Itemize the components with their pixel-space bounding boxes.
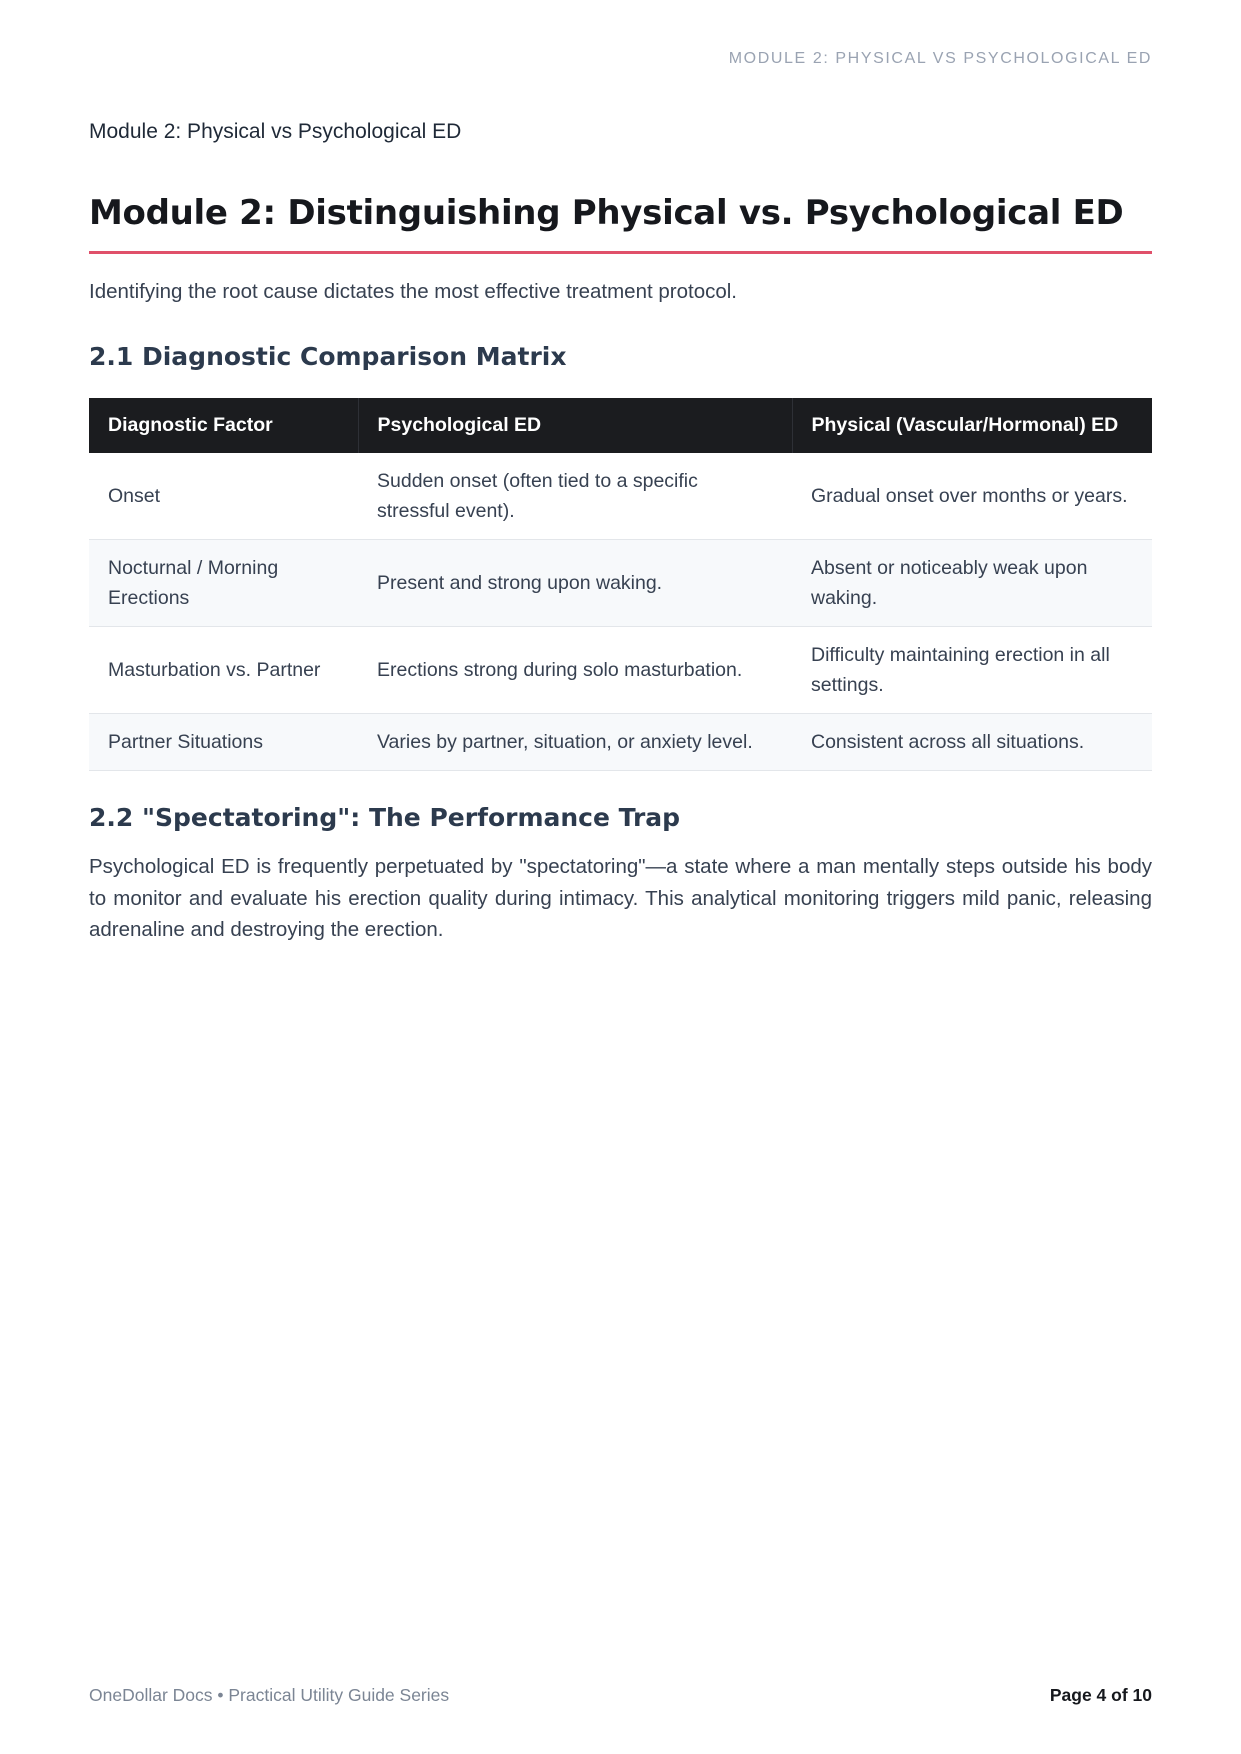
section-heading-2-1: 2.1 Diagnostic Comparison Matrix [89, 342, 567, 371]
section-heading-2-2: 2.2 "Spectatoring": The Performance Trap [89, 803, 681, 832]
page-title: Module 2: Distinguishing Physical vs. Psychological ED [89, 193, 1124, 233]
table-cell-physical: Difficulty maintaining erection in all settings. [792, 627, 1152, 714]
column-header-physical-ed: Physical (Vascular/Hormonal) ED [792, 398, 1152, 453]
table-cell-physical: Absent or noticeably weak upon waking. [792, 540, 1152, 627]
table-cell-factor: Nocturnal / Morning Erections [89, 540, 358, 627]
footer-series-label: OneDollar Docs • Practical Utility Guide Series [89, 1685, 450, 1705]
table-cell-factor: Masturbation vs. Partner [89, 627, 358, 714]
table-row [89, 453, 1152, 540]
page-number: Page 4 of 10 [1049, 1685, 1152, 1705]
table-row [89, 540, 1152, 627]
running-header: MODULE 2: PHYSICAL VS PSYCHOLOGICAL ED [728, 50, 1152, 67]
intro-text: Identifying the root cause dictates the most effective treatment protocol. [89, 280, 738, 303]
column-header-psychological-ed: Psychological ED [358, 398, 792, 453]
column-header-diagnostic-factor: Diagnostic Factor [89, 398, 358, 453]
table-row [89, 714, 1152, 771]
table-cell-physical: Gradual onset over months or years. [792, 453, 1152, 540]
table-cell-factor: Partner Situations [89, 714, 358, 771]
table-row [89, 627, 1152, 714]
table-cell-psychological: Erections strong during solo masturbation. [358, 627, 792, 714]
table-header-row [89, 398, 1152, 453]
table-cell-physical: Consistent across all situations. [792, 714, 1152, 771]
table-cell-psychological: Present and strong upon waking. [358, 540, 792, 627]
table-cell-psychological: Sudden onset (often tied to a specific stressful event). [358, 453, 792, 540]
spectatoring-paragraph: Psychological ED is frequently perpetuated by "spectatoring"—a state where a man mentally steps outside his body to monitor and evaluate his erection quality during intimacy. This analytical monitoring triggers mild panic, releasing adrenaline and destroying the erection. [89, 855, 1152, 941]
title-divider [89, 251, 1152, 254]
table-cell-factor: Onset [89, 453, 358, 540]
diagnostic-comparison-table [89, 398, 1152, 771]
breadcrumb: Module 2: Physical vs Psychological ED [89, 120, 462, 143]
table-cell-psychological: Varies by partner, situation, or anxiety level. [358, 714, 792, 771]
